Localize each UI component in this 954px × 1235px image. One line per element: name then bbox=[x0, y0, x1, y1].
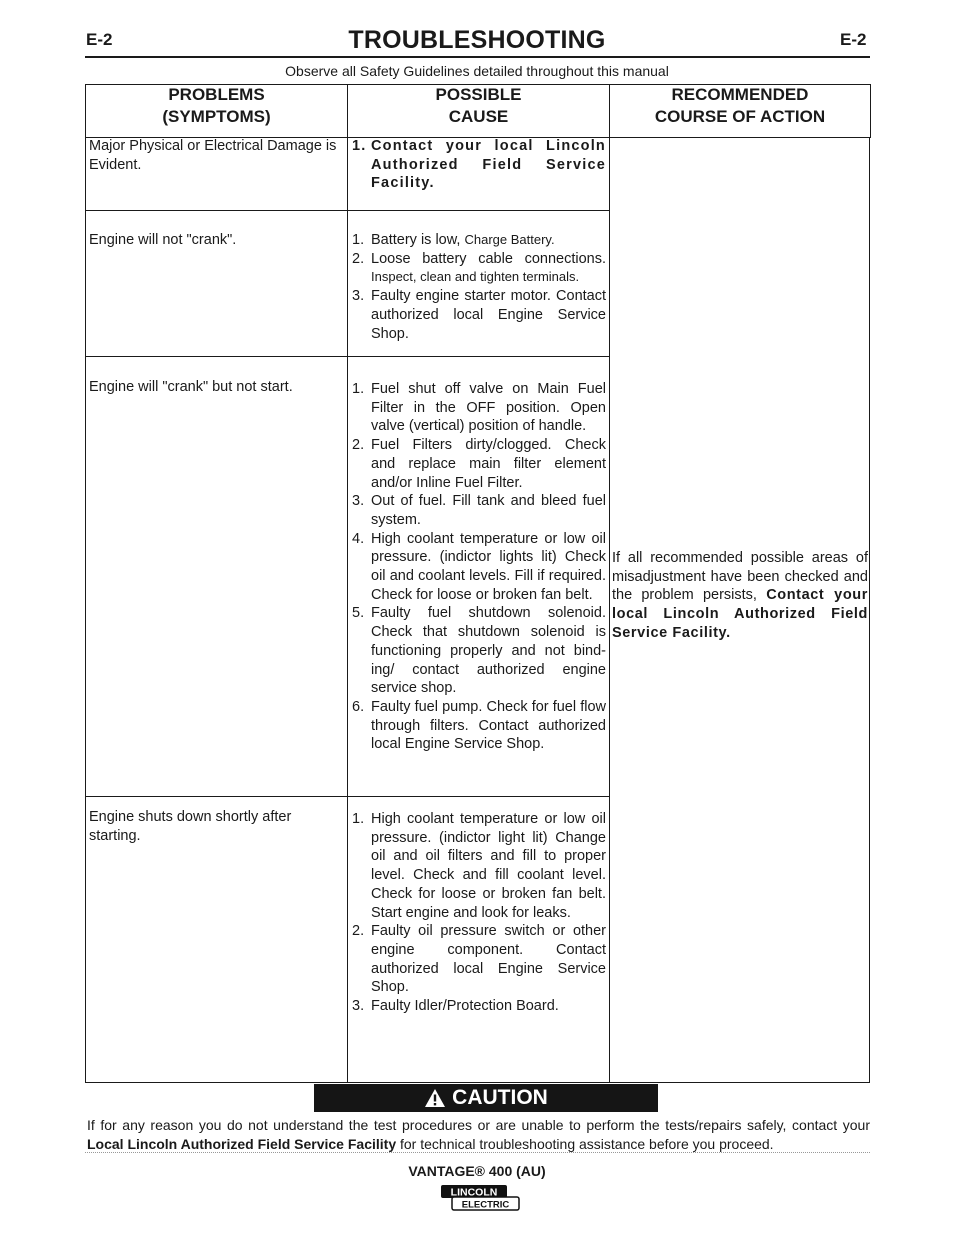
column-header-problems bbox=[85, 84, 348, 128]
table-border-right bbox=[869, 137, 870, 1083]
cause-text: Out of fuel. Fill tank and bleed fuel system. bbox=[371, 493, 606, 528]
warning-triangle-icon bbox=[424, 1088, 446, 1108]
row-separator-3 bbox=[85, 796, 609, 797]
header-rule bbox=[85, 56, 870, 58]
caution-text-intro: If for any reason you do not understand the test procedures or are unable to perform the tests/repairs safely, contact your bbox=[87, 1117, 870, 1133]
cause-number: 6. bbox=[352, 698, 365, 715]
cause-text: Fuel shut off valve on Main Fuel Filter in the OFF position. Open valve (vertical) position of handle. bbox=[371, 381, 606, 435]
row-separator-2 bbox=[85, 356, 609, 357]
caution-text-facility: Local Lincoln Authorized Field Service Facility bbox=[87, 1136, 397, 1152]
page-title: TROUBLESHOOTING bbox=[348, 26, 606, 54]
cause-text: Contact your local Lincoln Authorized Field Service Facility. bbox=[371, 138, 606, 192]
recommended-action bbox=[612, 549, 868, 643]
cause-text: Fuel Filters dirty/clogged. Check and replace main filter element and/or Inline Fuel Filter. bbox=[371, 437, 606, 491]
safety-note: Observe all Safety Guidelines detailed throughout this manual bbox=[285, 63, 669, 79]
cause-number: 2. bbox=[352, 250, 365, 267]
cause-item bbox=[352, 604, 606, 698]
cause-number: 2. bbox=[352, 923, 365, 940]
cause-item bbox=[352, 137, 606, 193]
row-separator-1 bbox=[85, 210, 609, 211]
footer-model-name: VANTAGE® 400 (AU) bbox=[408, 1163, 546, 1179]
column-header-action-line1: RECOMMENDED bbox=[671, 85, 809, 104]
caution-label: CAUTION bbox=[452, 1086, 548, 1109]
cause-text: Faulty fuel pump. Check for fuel flow through filters. Contact authorized local Engine Service Shop. bbox=[371, 698, 606, 753]
cause-text: Faulty oil pressure switch or other engine component. Contact authorized local Engine Service Shop. bbox=[371, 923, 606, 996]
cause-item bbox=[352, 250, 606, 287]
cause-text: High coolant temperature or low oil pressure. (indictor lights lit) Check oil and coolant levels. Fill if required. Check for loose or broken fan belt. bbox=[371, 530, 606, 603]
problem-cell: Major Physical or Electrical Damage is Evident. bbox=[89, 138, 337, 173]
caution-text bbox=[87, 1116, 870, 1154]
page-number-left: E-2 bbox=[86, 30, 113, 49]
cause-number: 1. bbox=[352, 811, 365, 827]
cause-list bbox=[352, 380, 606, 754]
caution-banner bbox=[314, 1084, 658, 1112]
cause-item bbox=[352, 922, 606, 997]
table-divider-2 bbox=[609, 137, 610, 1083]
column-header-action bbox=[609, 84, 871, 128]
table-border-bottom bbox=[85, 1082, 870, 1083]
cause-item bbox=[352, 492, 606, 529]
problem-cell: Engine will not "crank". bbox=[89, 232, 237, 248]
cause-text: High coolant temperature or low oil pressure. (indictor light lit) Change oil and oil filters and fill to proper level. Check and fill coolant level. Check for loose or broken fan belt. Start engine and look for leaks. bbox=[371, 811, 606, 921]
cause-item bbox=[352, 436, 606, 492]
cause-number: 1. bbox=[352, 381, 365, 397]
cause-number: 5. bbox=[352, 605, 365, 622]
cause-item bbox=[352, 810, 606, 922]
cause-item bbox=[352, 997, 606, 1016]
cause-note: Charge Battery. bbox=[464, 232, 555, 247]
lincoln-electric-logo bbox=[440, 1184, 520, 1212]
cause-number: 3. bbox=[352, 998, 365, 1015]
column-header-action-line2: COURSE OF ACTION bbox=[654, 107, 826, 126]
action-text: If all recommended possible areas of misadjustment have been checked and the problem persists, bbox=[612, 550, 868, 604]
cause-number: 3. bbox=[352, 288, 365, 305]
column-header-cause bbox=[347, 84, 610, 128]
cause-text: Faulty fuel shutdown solenoid. Check that shutdown solenoid is functioning properly and not bind-ing/ contact authorized engine service shop. bbox=[371, 605, 606, 697]
cause-text: Loose battery cable connections. bbox=[371, 250, 606, 267]
table-border-left bbox=[85, 137, 86, 1083]
problem-cell: Engine will "crank" but not start. bbox=[89, 379, 293, 395]
cause-text: Faulty Idler/Protection Board. bbox=[371, 998, 559, 1015]
cause-note: Inspect, clean and tighten terminals. bbox=[371, 269, 580, 285]
footer-divider bbox=[85, 1152, 870, 1153]
cause-item bbox=[352, 380, 606, 436]
cause-number: 1. bbox=[352, 232, 365, 248]
caution-text-end: for technical troubleshooting assistance before you proceed. bbox=[400, 1136, 774, 1152]
action-contact-text: Contact your local Lincoln Authorized Field Service Facility. bbox=[612, 587, 868, 641]
cause-number: 4. bbox=[352, 530, 365, 547]
cause-list bbox=[352, 810, 606, 1016]
cause-item bbox=[352, 530, 606, 605]
cause-number: 3. bbox=[352, 493, 365, 510]
cause-number: 2. bbox=[352, 437, 365, 454]
page-number-right: E-2 bbox=[840, 30, 867, 49]
cause-item bbox=[352, 231, 606, 250]
column-header-cause-line2: CAUSE bbox=[448, 107, 509, 126]
cause-list bbox=[352, 137, 606, 193]
cause-text: Faulty engine starter motor. Contact authorized local Engine Service Shop. bbox=[371, 288, 606, 342]
table-divider-1 bbox=[347, 137, 348, 1083]
logo-top-text: LINCOLN bbox=[450, 1186, 498, 1199]
logo-bottom-text: ELECTRIC bbox=[461, 1199, 510, 1211]
column-header-cause-line1: POSSIBLE bbox=[435, 85, 522, 104]
cause-list bbox=[352, 231, 606, 343]
cause-item bbox=[352, 287, 606, 343]
problem-cell: Engine shuts down shortly after starting. bbox=[89, 809, 292, 844]
column-header-problems-line1: PROBLEMS bbox=[168, 85, 265, 104]
cause-number: 1. bbox=[352, 138, 367, 154]
column-header-problems-line2: (SYMPTOMS) bbox=[162, 107, 271, 126]
cause-item bbox=[352, 698, 606, 754]
cause-text: Battery is low, bbox=[371, 232, 461, 248]
